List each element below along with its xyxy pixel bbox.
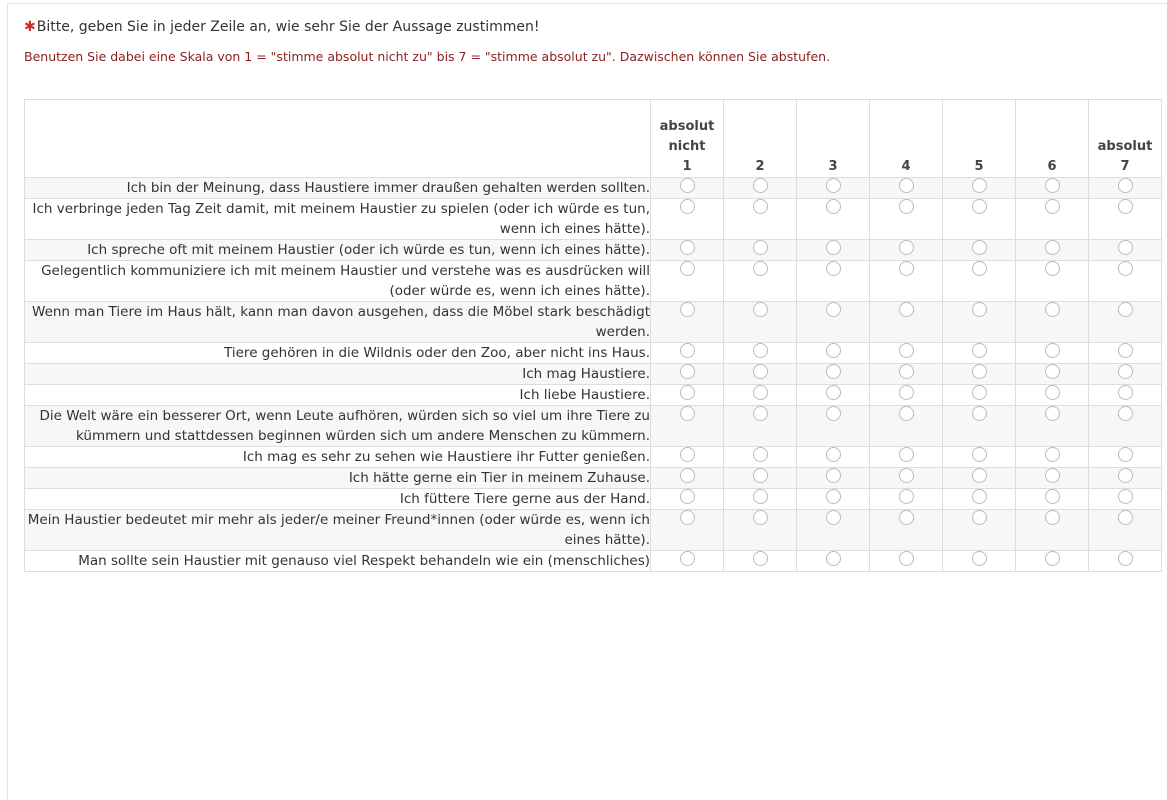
answer-cell[interactable] [870,199,943,240]
radio-option-6[interactable] [1045,385,1060,400]
radio-option-3[interactable] [826,551,841,566]
radio-option-7[interactable] [1118,551,1133,566]
radio-option-5[interactable] [972,385,987,400]
answer-cell[interactable] [797,364,870,385]
answer-cell[interactable] [1016,261,1089,302]
radio-option-5[interactable] [972,447,987,462]
radio-option-1[interactable] [680,385,695,400]
statement-text: Man sollte sein Haustier mit genauso viel Respekt behandeln wie ein (menschliches) [25,551,651,572]
radio-option-3[interactable] [826,240,841,255]
radio-option-4[interactable] [899,406,914,421]
radio-option-5[interactable] [972,343,987,358]
radio-option-6[interactable] [1045,302,1060,317]
radio-option-2[interactable] [753,447,768,462]
radio-option-5[interactable] [972,406,987,421]
answer-cell[interactable] [1089,199,1162,240]
radio-option-1[interactable] [680,489,695,504]
answer-cell[interactable] [797,240,870,261]
radio-option-4[interactable] [899,343,914,358]
answer-cell[interactable] [870,447,943,468]
radio-option-7[interactable] [1118,489,1133,504]
radio-option-2[interactable] [753,489,768,504]
column-header-line: 2 [755,159,765,174]
column-header-line: 1 [682,159,692,174]
table-row [25,551,1162,572]
answer-cell[interactable] [651,406,724,447]
radio-option-3[interactable] [826,406,841,421]
answer-cell[interactable] [1016,468,1089,489]
radio-option-7[interactable] [1118,302,1133,317]
answer-cell[interactable] [870,178,943,199]
radio-option-3[interactable] [826,261,841,276]
table-row [25,343,1162,364]
statement-text: Tiere gehören in die Wildnis oder den Zoo, aber nicht ins Haus. [25,343,651,364]
answer-cell[interactable] [943,447,1016,468]
radio-option-4[interactable] [899,364,914,379]
answer-cell[interactable] [870,489,943,510]
answer-cell[interactable] [870,343,943,364]
answer-cell[interactable] [943,199,1016,240]
radio-option-5[interactable] [972,261,987,276]
radio-option-4[interactable] [899,302,914,317]
answer-cell[interactable] [870,302,943,343]
statement-text: Ich bin der Meinung, dass Haustiere immer draußen gehalten werden sollten. [25,178,651,199]
answer-cell[interactable] [1016,406,1089,447]
radio-option-3[interactable] [826,447,841,462]
table-row [25,364,1162,385]
radio-option-1[interactable] [680,364,695,379]
answer-cell[interactable] [1016,551,1089,572]
answer-cell[interactable] [724,468,797,489]
answer-cell[interactable] [724,240,797,261]
answer-cell[interactable] [1089,489,1162,510]
radio-option-1[interactable] [680,447,695,462]
answer-cell[interactable] [724,406,797,447]
radio-option-3[interactable] [826,178,841,193]
radio-option-7[interactable] [1118,199,1133,214]
radio-option-3[interactable] [826,468,841,483]
answer-cell[interactable] [797,178,870,199]
statement-text: Ich mag Haustiere. [25,364,651,385]
answer-cell[interactable] [724,302,797,343]
answer-cell[interactable] [1089,364,1162,385]
radio-option-3[interactable] [826,199,841,214]
radio-option-5[interactable] [972,510,987,525]
required-marker: ✱ [24,19,36,35]
answer-cell[interactable] [651,302,724,343]
radio-option-6[interactable] [1045,178,1060,193]
answer-cell[interactable] [651,447,724,468]
table-row [25,261,1162,302]
radio-option-7[interactable] [1118,343,1133,358]
answer-cell[interactable] [870,240,943,261]
statement-text: Ich liebe Haustiere. [25,385,651,406]
radio-option-4[interactable] [899,199,914,214]
answer-cell[interactable] [943,385,1016,406]
radio-option-7[interactable] [1118,240,1133,255]
answer-cell[interactable] [651,510,724,551]
answer-cell[interactable] [651,343,724,364]
answer-cell[interactable] [1089,510,1162,551]
radio-option-3[interactable] [826,510,841,525]
radio-option-2[interactable] [753,199,768,214]
answer-cell[interactable] [724,178,797,199]
radio-option-2[interactable] [753,510,768,525]
answer-cell[interactable] [870,510,943,551]
answer-cell[interactable] [797,447,870,468]
radio-option-2[interactable] [753,261,768,276]
answer-cell[interactable] [870,406,943,447]
answer-cell[interactable] [943,510,1016,551]
radio-option-2[interactable] [753,406,768,421]
answer-cell[interactable] [797,385,870,406]
answer-cell[interactable] [943,406,1016,447]
radio-option-4[interactable] [899,510,914,525]
answer-cell[interactable] [724,199,797,240]
column-header-4 [870,100,943,178]
statement-text: Die Welt wäre ein besserer Ort, wenn Leute aufhören, würden sich so viel um ihre Tiere zu kümmern und stattdessen beginnen würden sich um andere Menschen zu kümmern. [25,406,651,447]
radio-option-6[interactable] [1045,447,1060,462]
answer-cell[interactable] [1016,178,1089,199]
column-header-line: 5 [974,159,984,174]
radio-option-2[interactable] [753,364,768,379]
table-row [25,199,1162,240]
answer-cell[interactable] [1089,343,1162,364]
answer-cell[interactable] [943,364,1016,385]
radio-option-5[interactable] [972,551,987,566]
statement-text: Mein Haustier bedeutet mir mehr als jeder/e meiner Freund*innen (oder würde es, wenn ich eines hätte). [25,510,651,551]
answer-cell[interactable] [870,551,943,572]
radio-option-2[interactable] [753,302,768,317]
answer-cell[interactable] [797,199,870,240]
answer-cell[interactable] [1089,551,1162,572]
column-header-line: absolut [1097,139,1153,154]
statement-text: Ich verbringe jeden Tag Zeit damit, mit meinem Haustier zu spielen (oder ich würde es tun, wenn ich eines hätte). [25,199,651,240]
radio-option-6[interactable] [1045,199,1060,214]
answer-cell[interactable] [724,343,797,364]
answer-cell[interactable] [797,468,870,489]
answer-cell[interactable] [1089,302,1162,343]
radio-option-6[interactable] [1045,406,1060,421]
radio-option-3[interactable] [826,302,841,317]
column-header-5 [943,100,1016,178]
answer-cell[interactable] [797,343,870,364]
radio-option-6[interactable] [1045,364,1060,379]
answer-cell[interactable] [1089,240,1162,261]
answer-cell[interactable] [1016,199,1089,240]
answer-cell[interactable] [1016,489,1089,510]
statement-text: Ich mag es sehr zu sehen wie Haustiere ihr Futter genießen. [25,447,651,468]
answer-cell[interactable] [724,551,797,572]
radio-option-5[interactable] [972,468,987,483]
answer-cell[interactable] [1089,468,1162,489]
radio-option-1[interactable] [680,510,695,525]
answer-cell[interactable] [724,489,797,510]
answer-cell[interactable] [943,489,1016,510]
radio-option-5[interactable] [972,199,987,214]
table-row [25,510,1162,551]
column-header-line: nicht [668,139,706,154]
radio-option-5[interactable] [972,240,987,255]
radio-option-2[interactable] [753,178,768,193]
answer-cell[interactable] [943,302,1016,343]
radio-option-7[interactable] [1118,447,1133,462]
table-row [25,468,1162,489]
radio-option-3[interactable] [826,364,841,379]
radio-option-4[interactable] [899,551,914,566]
radio-option-6[interactable] [1045,468,1060,483]
table-row [25,178,1162,199]
answer-cell[interactable] [1016,240,1089,261]
radio-option-5[interactable] [972,364,987,379]
answer-cell[interactable] [943,178,1016,199]
statement-text: Ich spreche oft mit meinem Haustier (oder ich würde es tun, wenn ich eines hätte). [25,240,651,261]
radio-option-5[interactable] [972,178,987,193]
answer-cell[interactable] [1016,343,1089,364]
answer-cell[interactable] [651,468,724,489]
radio-option-4[interactable] [899,240,914,255]
answer-cell[interactable] [724,510,797,551]
matrix-header-row [25,100,1162,178]
radio-option-7[interactable] [1118,385,1133,400]
radio-option-6[interactable] [1045,261,1060,276]
answer-cell[interactable] [651,385,724,406]
radio-option-4[interactable] [899,468,914,483]
radio-option-2[interactable] [753,551,768,566]
answer-cell[interactable] [724,261,797,302]
radio-option-3[interactable] [826,343,841,358]
radio-option-1[interactable] [680,240,695,255]
column-header-2 [724,100,797,178]
radio-option-6[interactable] [1045,240,1060,255]
answer-cell[interactable] [1016,302,1089,343]
answer-cell[interactable] [870,385,943,406]
radio-option-7[interactable] [1118,178,1133,193]
answer-cell[interactable] [1016,447,1089,468]
answer-cell[interactable] [724,385,797,406]
question-text [24,19,539,35]
answer-cell[interactable] [724,447,797,468]
answer-cell[interactable] [1016,385,1089,406]
answer-cell[interactable] [797,302,870,343]
radio-option-6[interactable] [1045,551,1060,566]
answer-cell[interactable] [943,551,1016,572]
answer-cell[interactable] [651,364,724,385]
answer-cell[interactable] [1089,385,1162,406]
question-help: Benutzen Sie dabei eine Skala von 1 = "stimme absolut nicht zu" bis 7 = "stimme absolut zu". Dazwischen können Sie abstufen. [24,49,831,64]
radio-option-1[interactable] [680,343,695,358]
column-header-line: 7 [1120,159,1130,174]
answer-cell[interactable] [943,343,1016,364]
answer-cell[interactable] [724,364,797,385]
radio-option-1[interactable] [680,199,695,214]
radio-option-2[interactable] [753,385,768,400]
column-header-line: absolut [659,119,715,134]
radio-option-7[interactable] [1118,261,1133,276]
answer-cell[interactable] [943,240,1016,261]
radio-option-7[interactable] [1118,468,1133,483]
radio-option-6[interactable] [1045,489,1060,504]
radio-option-1[interactable] [680,261,695,276]
column-header-line: 4 [901,159,911,174]
answer-cell[interactable] [651,489,724,510]
column-header-line: 3 [828,159,838,174]
answer-cell[interactable] [797,551,870,572]
radio-option-1[interactable] [680,551,695,566]
radio-option-5[interactable] [972,489,987,504]
radio-option-4[interactable] [899,489,914,504]
table-row [25,385,1162,406]
radio-option-1[interactable] [680,468,695,483]
answer-cell[interactable] [797,406,870,447]
answer-cell[interactable] [1016,510,1089,551]
answer-cell[interactable] [1089,406,1162,447]
radio-option-7[interactable] [1118,510,1133,525]
radio-option-3[interactable] [826,489,841,504]
radio-option-2[interactable] [753,343,768,358]
answer-cell[interactable] [651,240,724,261]
answer-cell[interactable] [943,468,1016,489]
radio-option-4[interactable] [899,385,914,400]
table-row [25,489,1162,510]
answer-cell[interactable] [870,364,943,385]
radio-option-4[interactable] [899,261,914,276]
question-label: Bitte, geben Sie in jeder Zeile an, wie sehr Sie der Aussage zustimmen! [36,19,540,35]
statement-text: Gelegentlich kommuniziere ich mit meinem Haustier und verstehe was es ausdrücken will (oder würde es, wenn ich eines hätte). [25,261,651,302]
answer-cell[interactable] [651,551,724,572]
radio-option-4[interactable] [899,447,914,462]
table-row [25,302,1162,343]
radio-option-5[interactable] [972,302,987,317]
answer-cell[interactable] [797,261,870,302]
answer-cell[interactable] [651,199,724,240]
radio-option-6[interactable] [1045,510,1060,525]
answer-cell[interactable] [870,468,943,489]
radio-option-1[interactable] [680,178,695,193]
table-row [25,447,1162,468]
radio-option-6[interactable] [1045,343,1060,358]
answer-cell[interactable] [870,261,943,302]
answer-cell[interactable] [1089,447,1162,468]
matrix-body [25,178,1162,572]
column-header-7 [1089,100,1162,178]
answer-cell[interactable] [1089,261,1162,302]
radio-option-3[interactable] [826,385,841,400]
answer-cell[interactable] [797,489,870,510]
radio-option-2[interactable] [753,240,768,255]
column-header-3 [797,100,870,178]
column-header-line: 6 [1047,159,1057,174]
radio-option-4[interactable] [899,178,914,193]
answer-cell[interactable] [1016,364,1089,385]
radio-option-2[interactable] [753,468,768,483]
statement-header [25,100,651,178]
radio-option-1[interactable] [680,406,695,421]
answer-cell[interactable] [651,261,724,302]
radio-option-7[interactable] [1118,364,1133,379]
answer-cell[interactable] [651,178,724,199]
statement-text: Ich hätte gerne ein Tier in meinem Zuhause. [25,468,651,489]
answer-cell[interactable] [797,510,870,551]
statement-text: Wenn man Tiere im Haus hält, kann man davon ausgehen, dass die Möbel stark beschädigt werden. [25,302,651,343]
rating-matrix [24,99,1162,572]
column-header-6 [1016,100,1089,178]
radio-option-1[interactable] [680,302,695,317]
answer-cell[interactable] [1089,178,1162,199]
radio-option-7[interactable] [1118,406,1133,421]
statement-text: Ich füttere Tiere gerne aus der Hand. [25,489,651,510]
table-row [25,240,1162,261]
table-row [25,406,1162,447]
question-container [7,3,1167,800]
column-header-1 [651,100,724,178]
answer-cell[interactable] [943,261,1016,302]
